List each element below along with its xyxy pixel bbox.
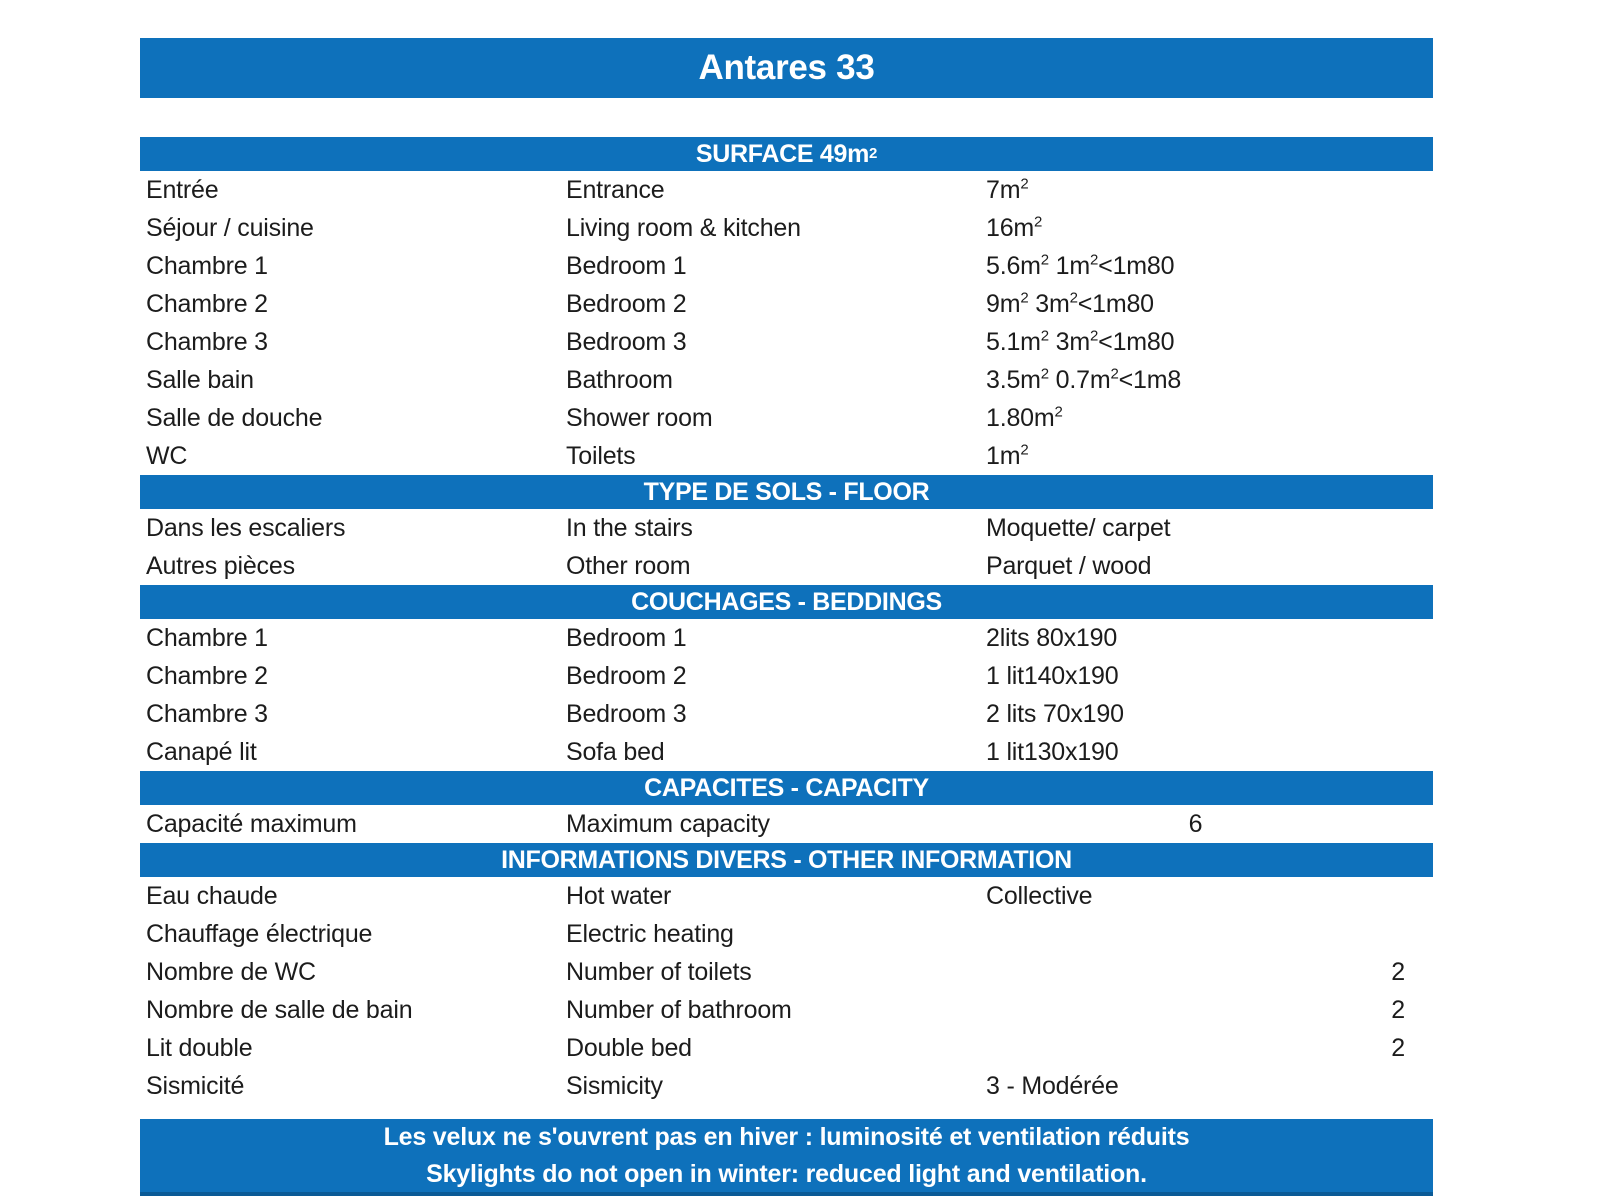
document-page bbox=[140, 0, 1433, 1196]
cell-label-en: Sofa bed bbox=[566, 737, 665, 766]
table-row bbox=[140, 547, 1433, 585]
footer-note-en: Skylights do not open in winter: reduced light and ventilation. bbox=[426, 1159, 1147, 1188]
cell-value: $7m^2$ bbox=[986, 175, 1029, 204]
cell-value: Moquette/ carpet bbox=[986, 513, 1171, 542]
cell-label-en: Number of toilets bbox=[566, 957, 752, 986]
table-row bbox=[140, 247, 1433, 285]
cell-label-fr: Eau chaude bbox=[146, 881, 278, 910]
table-row bbox=[140, 361, 1433, 399]
cell-label-en: Electric heating bbox=[566, 919, 734, 948]
table-row bbox=[140, 953, 1433, 991]
section-header-capacity: CAPACITES - CAPACITY bbox=[140, 771, 1433, 805]
cell-label-en: Sismicity bbox=[566, 1071, 663, 1100]
cell-value: 2 bbox=[1391, 957, 1405, 986]
cell-value: $9m^2$ $3m^2<1m80$ bbox=[986, 289, 1154, 318]
section-header-floor: TYPE DE SOLS - FLOOR bbox=[140, 475, 1433, 509]
footer-note-fr: Les velux ne s'ouvrent pas en hiver : luminosité et ventilation réduits bbox=[383, 1122, 1190, 1151]
cell-label-en: Living room & kitchen bbox=[566, 213, 801, 242]
cell-label-en: Bedroom 3 bbox=[566, 699, 687, 728]
cell-label-fr: Canapé lit bbox=[146, 737, 257, 766]
table-row bbox=[140, 171, 1433, 209]
table-row bbox=[140, 509, 1433, 547]
cell-value: $5.1m^2$ $3m^2<1m80$ bbox=[986, 327, 1175, 356]
cell-label-en: Bedroom 3 bbox=[566, 327, 687, 356]
cell-label-fr: Chambre 3 bbox=[146, 699, 268, 728]
table-row bbox=[140, 209, 1433, 247]
table-row bbox=[140, 285, 1433, 323]
table-row bbox=[140, 695, 1433, 733]
page-title: Antares 33 bbox=[140, 38, 1433, 98]
cell-label-fr: Nombre de WC bbox=[146, 957, 316, 986]
table-row bbox=[140, 991, 1433, 1029]
cell-label-fr: Sismicité bbox=[146, 1071, 245, 1100]
cell-value: $16m^2$ bbox=[986, 213, 1043, 242]
table-row bbox=[140, 437, 1433, 475]
cell-value: 2 bbox=[1391, 995, 1405, 1024]
table-row bbox=[140, 805, 1433, 843]
cell-label-fr: Chambre 1 bbox=[146, 251, 268, 280]
cell-label-en: Hot water bbox=[566, 881, 672, 910]
cell-label-fr: Salle bain bbox=[146, 365, 254, 394]
cell-value: $1m^2$ bbox=[986, 441, 1029, 470]
table-row bbox=[140, 1029, 1433, 1067]
cell-label-en: Toilets bbox=[566, 441, 636, 470]
cell-label-fr: Séjour / cuisine bbox=[146, 213, 314, 242]
cell-value: 1 lit130x190 bbox=[986, 737, 1119, 766]
cell-label-en: In the stairs bbox=[566, 513, 693, 542]
table-row bbox=[140, 323, 1433, 361]
cell-label-fr: Salle de douche bbox=[146, 403, 323, 432]
table-row bbox=[140, 619, 1433, 657]
cell-value: 1 lit140x190 bbox=[986, 661, 1119, 690]
cell-label-fr: Capacité maximum bbox=[146, 809, 357, 838]
table-row bbox=[140, 1067, 1433, 1105]
table-row bbox=[140, 657, 1433, 695]
cell-label-en: Bedroom 2 bbox=[566, 661, 687, 690]
cell-label-en: Double bed bbox=[566, 1033, 692, 1062]
cell-label-en: Maximum capacity bbox=[566, 809, 770, 838]
cell-label-fr: Chambre 3 bbox=[146, 327, 268, 356]
cell-label-en: Bedroom 1 bbox=[566, 251, 687, 280]
table-row bbox=[140, 915, 1433, 953]
cell-value: Collective bbox=[986, 881, 1093, 910]
cell-value: 2 lits 70x190 bbox=[986, 699, 1124, 728]
table-row bbox=[140, 733, 1433, 771]
cell-label-en: Bedroom 2 bbox=[566, 289, 687, 318]
cell-label-fr: WC bbox=[146, 441, 188, 470]
cell-label-fr: Chambre 1 bbox=[146, 623, 268, 652]
table-row bbox=[140, 877, 1433, 915]
cell-value: $1.80m^2$ bbox=[986, 403, 1063, 432]
cell-label-en: Other room bbox=[566, 551, 691, 580]
cell-label-fr: Entrée bbox=[146, 175, 219, 204]
section-header-beddings: COUCHAGES - BEDDINGS bbox=[140, 585, 1433, 619]
cell-value: $5.6m^2$ $1m^2<1m80$ bbox=[986, 251, 1175, 280]
cell-value: $3.5m^2$ $0.7m^2<1m8$ bbox=[986, 365, 1182, 394]
cell-label-en: Number of bathroom bbox=[566, 995, 792, 1024]
cell-label-fr: Nombre de salle de bain bbox=[146, 995, 413, 1024]
table-row bbox=[140, 399, 1433, 437]
cell-label-fr: Lit double bbox=[146, 1033, 253, 1062]
section-header-surface: SURFACE 49m 2 bbox=[140, 137, 1433, 171]
cell-label-fr: Chambre 2 bbox=[146, 661, 268, 690]
cell-label-fr: Chambre 2 bbox=[146, 289, 268, 318]
section-header-other-info: INFORMATIONS DIVERS - OTHER INFORMATION bbox=[140, 843, 1433, 877]
cell-label-en: Bathroom bbox=[566, 365, 673, 394]
cell-label-en: Bedroom 1 bbox=[566, 623, 687, 652]
cell-label-fr: Chauffage électrique bbox=[146, 919, 373, 948]
cell-label-en: Entrance bbox=[566, 175, 665, 204]
cell-value: 2 bbox=[1391, 1033, 1405, 1062]
cell-label-en: Shower room bbox=[566, 403, 713, 432]
cell-value: Parquet / wood bbox=[986, 551, 1152, 580]
cell-label-fr: Dans les escaliers bbox=[146, 513, 346, 542]
cell-value: 2lits 80x190 bbox=[986, 623, 1118, 652]
cell-value: 3 - Modérée bbox=[986, 1071, 1119, 1100]
footer-note bbox=[140, 1119, 1433, 1196]
cell-value: 6 bbox=[1188, 809, 1203, 838]
cell-label-fr: Autres pièces bbox=[146, 551, 295, 580]
